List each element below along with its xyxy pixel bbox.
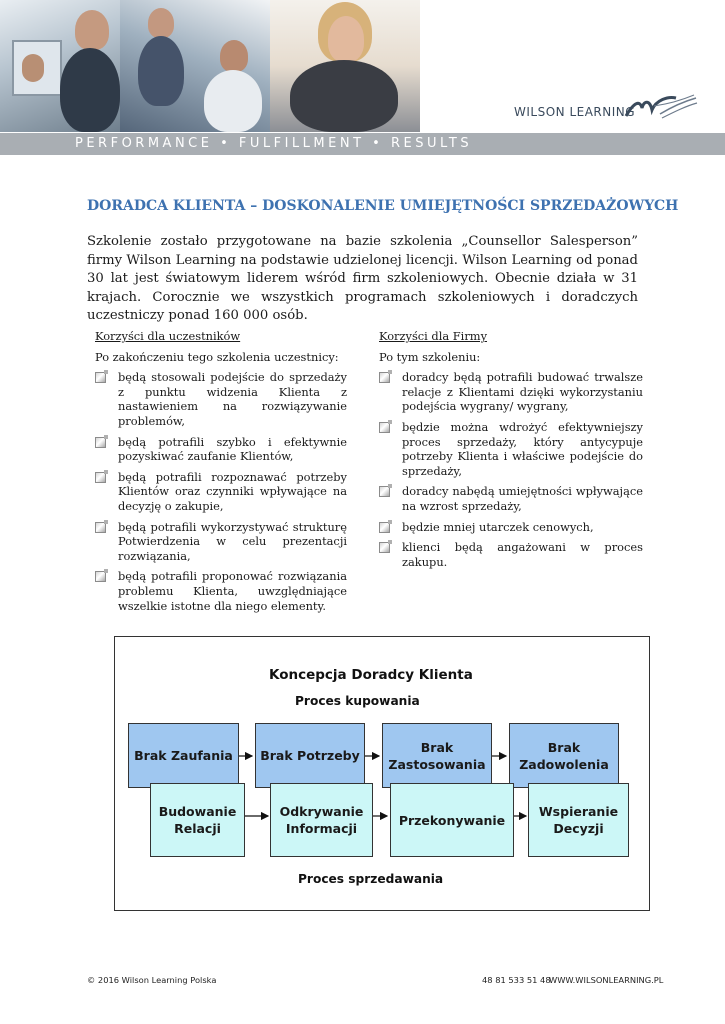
bullet-icon <box>95 372 106 383</box>
participants-heading: Korzyści dla uczestników <box>95 329 241 343</box>
list-item-text: będą stosowali podejście do sprzedaży z punktu widzenia Klienta z nastawieniem na rozwiązywanie problemów, <box>118 370 347 428</box>
photo-videoconference <box>0 0 120 132</box>
bullet-icon <box>379 522 390 533</box>
diagram-title: Koncepcja Doradcy Klienta <box>269 667 473 683</box>
box-label-line: Brak <box>547 739 581 755</box>
brand-name: WILSON LEARNING <box>514 105 636 119</box>
company-list <box>379 370 643 569</box>
box-label-line: Budowanie <box>158 804 237 819</box>
box-label-line: Wspieranie <box>538 804 619 819</box>
diagram-box-budowanie-relacji <box>150 783 245 857</box>
list-item <box>95 520 347 564</box>
list-item <box>379 540 643 569</box>
box-label: Brak Zaufania <box>134 748 233 763</box>
diagram-box-wspieranie-decyzji <box>528 783 629 857</box>
list-item <box>379 484 643 513</box>
box-label-line: Brak <box>420 739 454 755</box>
diagram-buying-label: Proces kupowania <box>295 694 420 708</box>
person-body-graphic <box>290 60 398 132</box>
list-item <box>95 569 347 613</box>
bullet-icon <box>379 542 390 553</box>
person-graphic <box>328 16 364 62</box>
participants-list <box>95 370 347 613</box>
bullet-icon <box>95 472 106 483</box>
bullet-icon <box>379 422 390 433</box>
bullet-icon <box>95 437 106 448</box>
diagram-box-brak-potrzeby <box>255 723 365 788</box>
person-graphic <box>148 8 174 38</box>
list-item-text: będą potrafili szybko i efektywnie pozyskiwać zaufanie Klientów, <box>118 434 347 464</box>
diagram-box-przekonywanie <box>390 783 514 857</box>
footer-phone: 48 81 533 51 48 <box>482 975 551 985</box>
diagram-box-odkrywanie-informacji <box>270 783 373 857</box>
company-lead: Po tym szkoleniu: <box>379 349 481 364</box>
list-item <box>379 520 643 535</box>
intro-paragraph: Szkolenie zostało przygotowane na bazie szkolenia „Counsellor Salesperson” firmy Wilson Learning na podstawie udzielonej licencji. Wilson Learning od ponad 30 lat jest światowym liderem wśród firm szkoleniowych. Obecnie działa w 31 krajach. Corocznie we wszystkich programach szkoleniowych i doradczych uczestniczy ponad 160 000 osób. <box>87 234 638 323</box>
bullet-icon <box>379 486 390 497</box>
diagram-selling-label: Proces sprzedawania <box>298 872 444 886</box>
box-label-line: Decyzji <box>553 821 604 836</box>
concept-diagram <box>114 636 650 911</box>
person-body-graphic <box>204 70 262 132</box>
list-item-text: będą potrafili proponować rozwiązania problemu Klienta, uwzględniające wszelkie istotne dla niego elementy. <box>118 569 347 613</box>
list-item-text: będzie można wdrożyć efektywniejszy proces sprzedaży, który antycypuje potrzeby Klienta i właściwe podejście do sprzedaży, <box>402 419 643 478</box>
box-label: Brak Potrzeby <box>260 748 360 763</box>
page-title: DORADCA KLIENTA – DOSKONALENIE UMIEJĘTNOŚCI SPRZEDAŻOWYCH <box>87 198 679 214</box>
list-item-text: doradcy będą potrafili budować trwalsze relacje z Klientami dzięki wykorzystaniu podejścia wygrany/ wygrany, <box>402 370 643 414</box>
header-photo-collage <box>0 0 420 132</box>
photo-meeting <box>120 0 270 132</box>
box-label-line: Zadowolenia <box>519 756 609 772</box>
person-body-graphic <box>60 48 120 132</box>
wilson-learning-logo-icon <box>624 94 699 122</box>
person-graphic <box>75 10 109 50</box>
footer-website-link[interactable]: WWW.WILSONLEARNING.PL <box>549 975 664 985</box>
list-item <box>379 370 643 414</box>
page-header <box>0 0 725 155</box>
company-benefits <box>379 329 643 575</box>
diagram-box-brak-zaufania <box>128 723 239 788</box>
list-item-text: doradcy nabędą umiejętności wpływające na wzrost sprzedaży, <box>402 484 643 513</box>
list-item-text: będzie mniej utarczek cenowych, <box>402 519 594 534</box>
person-graphic <box>220 40 248 72</box>
participants-benefits <box>95 329 347 619</box>
list-item <box>95 470 347 514</box>
bullet-icon <box>379 372 390 383</box>
list-item-text: będą potrafili rozpoznawać potrzeby Klientów oraz czynniki wpływające na decyzję o zakupie, <box>118 469 347 513</box>
company-heading: Korzyści dla Firmy <box>379 329 488 343</box>
list-item-text: klienci będą angażowani w proces zakupu. <box>402 540 643 569</box>
bullet-icon <box>95 571 106 582</box>
bullet-icon <box>95 522 106 533</box>
photo-woman-phone <box>270 0 420 132</box>
diagram-box-brak-zadowolenia <box>509 723 619 788</box>
list-item <box>379 420 643 478</box>
box-label-line: Zastosowania <box>388 756 486 772</box>
participants-lead: Po zakończeniu tego szkolenia uczestnicy: <box>95 349 339 364</box>
box-label-line: Relacji <box>174 821 221 836</box>
list-item-text: będą potrafili wykorzystywać strukturę Potwierdzenia w celu prezentacji rozwiązania, <box>118 519 347 563</box>
box-label-line: Odkrywanie <box>279 804 364 819</box>
footer-copyright: © 2016 Wilson Learning Polska <box>87 975 217 985</box>
box-label-line: Informacji <box>285 821 358 836</box>
list-item <box>95 435 347 464</box>
box-label: Przekonywanie <box>398 812 506 828</box>
diagram-box-brak-zastosowania <box>382 723 492 788</box>
person-body-graphic <box>138 36 184 106</box>
tagline: PERFORMANCE • FULFILLMENT • RESULTS <box>75 136 473 151</box>
monitor-face-graphic <box>22 54 44 82</box>
list-item <box>95 370 347 428</box>
